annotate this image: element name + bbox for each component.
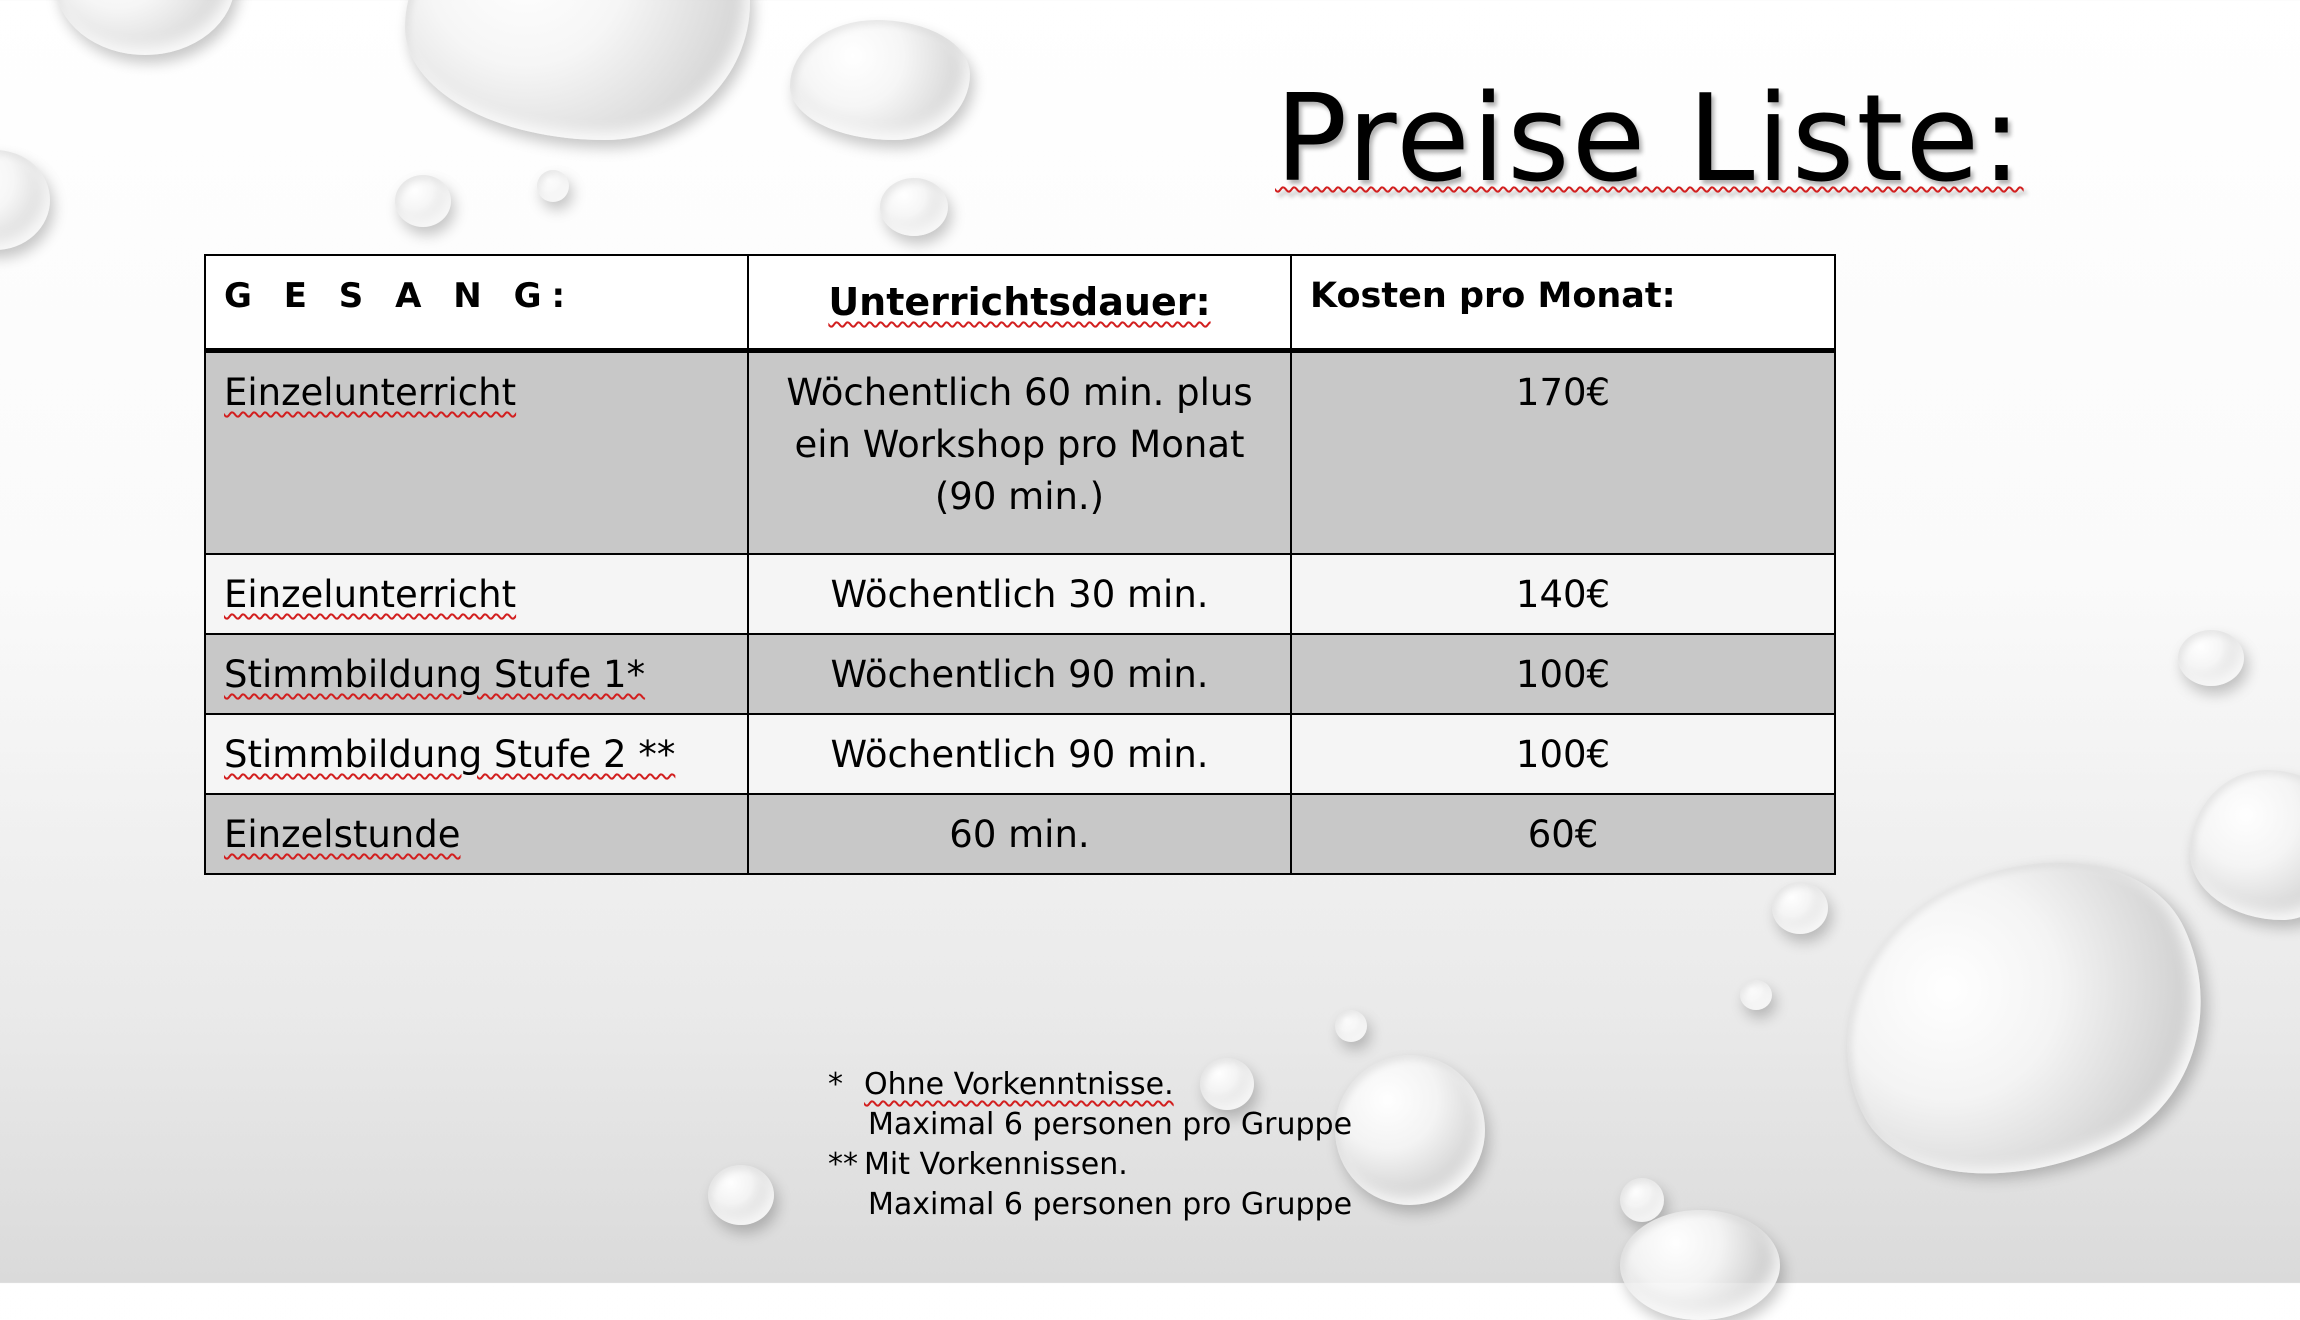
water-drop-decoration	[1335, 1010, 1367, 1042]
water-drop-decoration	[790, 20, 970, 140]
footnotes	[828, 1065, 1352, 1225]
cell-type: Einzelstunde	[205, 794, 748, 874]
water-drop-decoration	[0, 150, 50, 250]
table-row	[205, 714, 1835, 794]
cell-price: 100€	[1291, 714, 1835, 794]
water-drop-decoration	[1620, 1210, 1780, 1320]
cell-duration: Wöchentlich 90 min.	[748, 714, 1291, 794]
water-drop-decoration	[537, 170, 569, 202]
cell-price: 100€	[1291, 634, 1835, 714]
water-drop-decoration	[395, 175, 451, 227]
footnote-1-text: Ohne Vorkenntnisse.	[864, 1067, 1174, 1102]
table-row	[205, 554, 1835, 634]
water-drop-decoration	[1772, 882, 1828, 934]
footnote-1-detail: Maximal 6 personen pro Gruppe	[868, 1107, 1353, 1142]
water-drop-decoration	[880, 178, 948, 236]
footnote-1	[828, 1065, 1352, 1105]
water-drop-decoration	[1335, 1055, 1485, 1205]
slide-title	[1275, 70, 2024, 209]
footnote-2-detail: Maximal 6 personen pro Gruppe	[868, 1187, 1353, 1222]
footnote-2	[828, 1145, 1352, 1185]
cell-price: 60€	[1291, 794, 1835, 874]
cell-duration: Wöchentlich 60 min. plus ein Workshop pro Monat (90 min.)	[748, 351, 1291, 555]
cell-type: Stimmbildung Stufe 2 **	[205, 714, 748, 794]
table-row	[205, 634, 1835, 714]
water-drop-decoration	[2178, 630, 2244, 686]
water-drop-decoration	[708, 1165, 774, 1225]
header-gesang: G E S A N G:	[205, 255, 748, 351]
table-row	[205, 351, 1835, 555]
header-kosten-pro-monat: Kosten pro Monat:	[1291, 255, 1835, 351]
table-row	[205, 794, 1835, 874]
water-drop-decoration	[405, 0, 750, 140]
cell-duration: 60 min.	[748, 794, 1291, 874]
cell-type: Einzelunterricht	[205, 554, 748, 634]
header-unterrichtsdauer: Unterrichtsdauer:	[748, 255, 1291, 351]
footnote-2-marker: **	[828, 1147, 858, 1182]
water-drop-decoration	[2190, 770, 2300, 920]
cell-price: 140€	[1291, 554, 1835, 634]
cell-price: 170€	[1291, 351, 1835, 555]
cell-duration: Wöchentlich 90 min.	[748, 634, 1291, 714]
cell-type: Stimmbildung Stufe 1*	[205, 634, 748, 714]
water-drop-decoration	[1792, 806, 2254, 1234]
cell-type: Einzelunterricht	[205, 351, 748, 555]
water-drop-decoration	[1620, 1178, 1664, 1222]
footnote-1-marker: *	[828, 1067, 843, 1102]
price-table	[204, 254, 1836, 875]
footnote-2-text: Mit Vorkennissen.	[864, 1147, 1128, 1182]
water-drop-decoration	[55, 0, 235, 55]
slide-title-text: Preise Liste:	[1275, 70, 2024, 209]
water-drop-decoration	[1740, 980, 1772, 1010]
cell-duration: Wöchentlich 30 min.	[748, 554, 1291, 634]
table-header-row	[205, 255, 1835, 351]
